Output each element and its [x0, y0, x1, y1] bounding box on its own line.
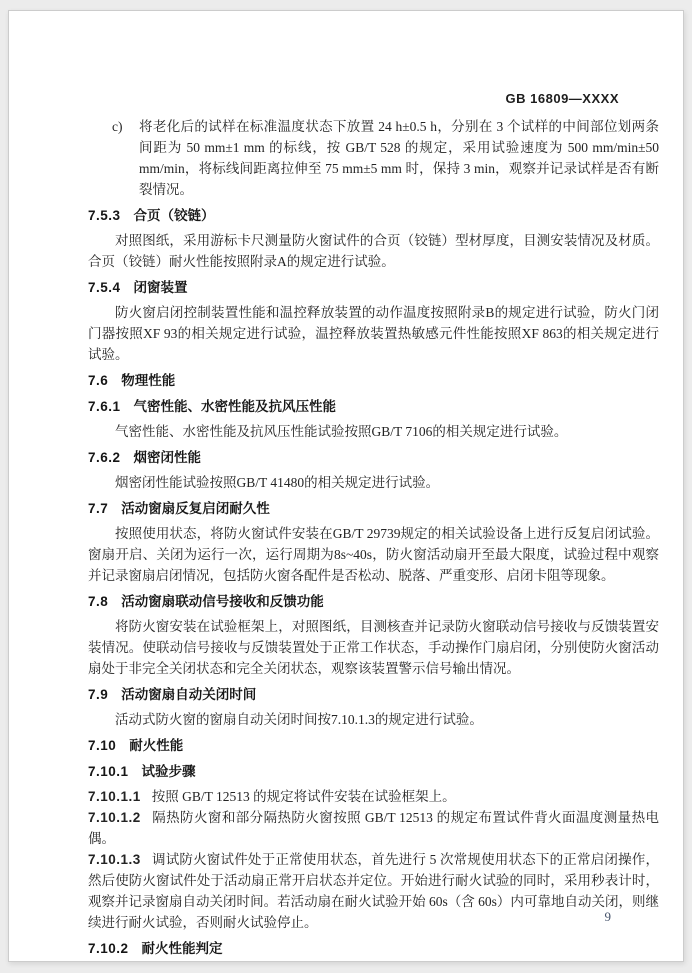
heading-title: 合页（铰链） [133, 208, 215, 223]
paragraph-7-7: 按照使用状态，将防火窗试件安装在GB/T 29739规定的相关试验设备上进行反复启闭试验。窗扇开启、关闭为运行一次，运行周期为8s~40s，防火窗活动扇开至最大限度，试验过程中观察并记录窗扇启闭情况，包括防火窗各配件是否松动、脱落、严重变形、启闭卡阻等现象。 [88, 526, 659, 583]
heading-title: 活动窗扇反复启闭耐久性 [121, 501, 270, 516]
clause-number: 7.10.1.1 [88, 789, 141, 804]
running-header [88, 91, 659, 106]
paragraph-7-6-2: 烟密闭性能试验按照GB/T 41480的相关规定进行试验。 [115, 475, 440, 490]
clause-number: 7.10.1.2 [88, 810, 141, 825]
page-content-area [9, 11, 683, 959]
heading-7-8 [88, 592, 659, 612]
heading-title: 烟密闭性能 [133, 450, 202, 465]
heading-7-6-1 [88, 397, 659, 417]
paragraph-7-8: 将防火窗安装在试验框架上，对照图纸，目测核查并记录防火窗联动信号接收与反馈装置安装情况。使联动信号接收与反馈装置处于正常工作状态，手动操作门扇启闭，分别使防火窗活动扇处于非完全关闭状态和完全关闭状态，观察该装置警示信号输出情况。 [88, 619, 659, 676]
heading-title: 活动窗扇自动关闭时间 [121, 687, 257, 702]
heading-title: 活动窗扇联动信号接收和反馈功能 [121, 594, 324, 609]
page-number: 9 [604, 909, 611, 924]
list-item-text: 将老化后的试样在标准温度状态下放置 24 h±0.5 h，分别在 3 个试样的中间部位划两条间距为 50 mm±1 mm 的标线，按 GB/T 528 的规定，采用试验速度为 500 mm/min±50 mm/min，将标线间距离拉伸至 75 mm±5 mm 时，保持 3 min，观察并记录试样是否有断裂情况。 [139, 119, 659, 197]
heading-7-7 [88, 499, 659, 519]
heading-7-5-3 [88, 206, 659, 226]
clause-number: 7.10.1.3 [88, 852, 141, 867]
paragraph-7-9: 活动式防火窗的窗扇自动关闭时间按7.10.1.3的规定进行试验。 [115, 712, 483, 727]
heading-7-10-1 [88, 762, 659, 782]
heading-title: 耐火性能判定 [141, 941, 223, 956]
heading-number: 7.5.3 [88, 208, 121, 223]
heading-number: 7.8 [88, 594, 109, 609]
heading-number: 7.10.1 [88, 764, 129, 779]
heading-number: 7.6.2 [88, 450, 121, 465]
heading-title: 试验步骤 [141, 764, 196, 779]
heading-title: 耐火性能 [129, 738, 184, 753]
heading-number: 7.6.1 [88, 399, 121, 414]
paragraph-7-5-3: 对照图纸，采用游标卡尺测量防火窗试件的合页（铰链）型材厚度，目测安装情况及材质。合页（铰链）耐火性能按照附录A的规定进行试验。 [88, 233, 659, 269]
heading-title: 气密性能、水密性能及抗风压性能 [133, 399, 337, 414]
list-item-c [112, 116, 659, 200]
paragraph-7-5-4: 防火窗启闭控制装置性能和温控释放装置的动作温度按照附录B的规定进行试验，防火门闭门器按照XF 93的相关规定进行试验，温控释放装置热敏感元件性能按照XF 863的相关规定进行试验。 [88, 305, 659, 362]
list-item-marker: c) [112, 119, 123, 134]
clause-text: 调试防火窗试件处于正常使用状态，首先进行 5 次常规使用状态下的正常启闭操作，然后使防火窗试件处于活动扇正常开启状态并定位。开始进行耐火试验的同时，采用秒表计时，观察并记录窗扇自动关闭时间。若活动扇在耐火试验开始 60s（含 60s）内可靠地自动关闭，则继续进行耐火试验，否则耐火试验停止。 [88, 852, 659, 930]
heading-number: 7.10.2 [88, 941, 129, 956]
clause-7-10-1-2 [88, 807, 659, 849]
heading-title: 闭窗装置 [133, 280, 188, 295]
heading-number: 7.7 [88, 501, 109, 516]
heading-7-9 [88, 685, 659, 705]
heading-number: 7.9 [88, 687, 109, 702]
heading-title: 物理性能 [121, 373, 176, 388]
standard-number: GB 16809—XXXX [505, 91, 619, 106]
document-page [8, 10, 684, 962]
paragraph-7-6-1: 气密性能、水密性能及抗风压性能试验按照GB/T 7106的相关规定进行试验。 [115, 424, 568, 439]
heading-number: 7.10 [88, 738, 117, 753]
clause-text: 隔热防火窗和部分隔热防火窗按照 GB/T 12513 的规定布置试件背火面温度测量热电偶。 [88, 810, 659, 846]
heading-7-10 [88, 736, 659, 756]
heading-number: 7.5.4 [88, 280, 121, 295]
heading-number: 7.6 [88, 373, 109, 388]
heading-7-6 [88, 371, 659, 391]
clause-7-10-1-3 [88, 849, 659, 933]
clause-text: 按照 GB/T 12513 的规定将试件安装在试验框架上。 [151, 789, 456, 804]
document-body [88, 116, 659, 959]
heading-7-10-2 [88, 939, 659, 959]
heading-7-6-2 [88, 448, 659, 468]
heading-7-5-4 [88, 278, 659, 298]
clause-7-10-1-1 [88, 786, 659, 807]
